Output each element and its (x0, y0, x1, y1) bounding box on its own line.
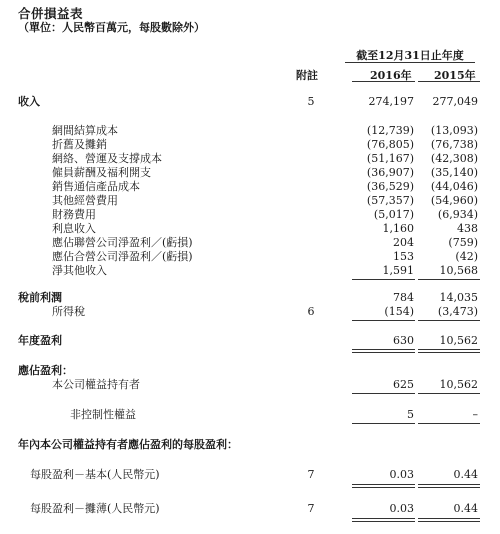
table-row (0, 222, 500, 236)
value-2015: 10,562 (439, 334, 478, 347)
table-row (0, 291, 500, 305)
subtotal-rule (418, 423, 480, 424)
total-double-rule (352, 518, 415, 522)
row-label: 其他經營費用 (52, 194, 118, 207)
table-row (0, 194, 500, 208)
value-2016: (12,739) (366, 124, 414, 137)
row-label: 本公司權益持有者 (52, 378, 140, 391)
table-row (0, 124, 500, 138)
value-2016: 204 (393, 236, 414, 249)
row-label: 利息收入 (52, 222, 96, 235)
table-row (0, 250, 500, 264)
value-2015: 14,035 (439, 291, 478, 304)
value-2015: (76,738) (430, 138, 478, 151)
table-row (0, 236, 500, 250)
value-2016: 1,160 (382, 222, 414, 235)
table-row (0, 138, 500, 152)
period-header: 截至12月31日止年度 (356, 49, 464, 62)
table-row (0, 364, 500, 378)
value-2016: (154) (384, 305, 414, 318)
statement-title: 合併損益表 (18, 6, 84, 21)
value-2015: 0.44 (453, 502, 478, 515)
value-2015: 10,568 (439, 264, 478, 277)
total-double-rule (418, 518, 480, 522)
row-label: 應佔合營公司淨盈利／(虧損) (52, 250, 193, 263)
row-label: 網間結算成本 (52, 124, 118, 137)
value-2016: (36,529) (366, 180, 414, 193)
subtotal-rule (418, 320, 480, 321)
total-double-rule (352, 484, 415, 488)
year-2016-header: 2016年 (370, 69, 412, 82)
value-2015: 438 (457, 222, 478, 235)
value-2016: (51,167) (366, 152, 414, 165)
value-2015: (35,140) (430, 166, 478, 179)
row-label: 銷售通信產品成本 (52, 180, 140, 193)
row-label: 所得稅 (52, 305, 85, 318)
table-row (0, 166, 500, 180)
value-2016: 784 (393, 291, 414, 304)
row-label: 財務費用 (52, 208, 96, 221)
table-row (0, 334, 500, 348)
value-2015: (3,473) (437, 305, 478, 318)
value-2016: 153 (393, 250, 414, 263)
value-2016: (36,907) (366, 166, 414, 179)
table-row (0, 95, 500, 109)
subtotal-rule (418, 279, 480, 280)
row-label: 年內本公司權益持有者應佔盈利的每股盈利： (18, 438, 238, 451)
value-2016: (57,357) (366, 194, 414, 207)
value-2016: 274,197 (368, 95, 414, 108)
row-label: 年度盈利 (18, 334, 62, 347)
subtotal-rule (418, 393, 480, 394)
table-row (0, 208, 500, 222)
table-row (0, 378, 500, 392)
table-row (0, 408, 500, 422)
value-2016: 0.03 (389, 468, 414, 481)
row-label: 稅前利潤 (18, 291, 62, 304)
value-2015: (54,960) (430, 194, 478, 207)
value-2016: (76,805) (366, 138, 414, 151)
subtotal-rule (352, 279, 415, 280)
value-2015: 10,562 (439, 378, 478, 391)
value-2015: (6,934) (437, 208, 478, 221)
row-note: 5 (307, 95, 315, 108)
table-row (0, 152, 500, 166)
value-2016: 5 (407, 408, 414, 421)
value-2015: (42,308) (430, 152, 478, 165)
table-row (0, 264, 500, 278)
value-2015: – (472, 408, 478, 421)
year-2015-header: 2015年 (434, 69, 476, 82)
value-2016: 625 (393, 378, 414, 391)
row-label: 折舊及攤銷 (52, 138, 107, 151)
row-label: 僱員薪酬及福利開支 (52, 166, 151, 179)
row-label: 收入 (18, 95, 40, 108)
value-2016: 630 (393, 334, 414, 347)
value-2015: (44,046) (430, 180, 478, 193)
row-label: 網絡、營運及支撐成本 (52, 152, 162, 165)
table-row (0, 438, 500, 452)
table-row (0, 305, 500, 319)
value-2015: (42) (455, 250, 478, 263)
row-label: 淨其他收入 (52, 264, 107, 277)
year-2015-rule (418, 81, 480, 82)
subtotal-rule (352, 423, 415, 424)
period-rule (345, 62, 475, 63)
value-2015: 277,049 (432, 95, 478, 108)
year-2016-rule (352, 81, 415, 82)
row-label: 非控制性權益 (70, 408, 136, 421)
statement-subtitle: （單位：人民幣百萬元，每股數除外） (18, 21, 205, 34)
value-2015: (759) (448, 236, 478, 249)
row-note: 7 (307, 502, 315, 515)
total-double-rule (418, 484, 480, 488)
row-note: 7 (307, 468, 315, 481)
row-note: 6 (307, 305, 315, 318)
subtotal-rule (352, 320, 415, 321)
subtotal-rule (352, 393, 415, 394)
row-label: 應佔盈利： (18, 364, 73, 377)
value-2016: (5,017) (373, 208, 414, 221)
total-double-rule (418, 349, 480, 353)
table-row (0, 180, 500, 194)
value-2016: 1,591 (382, 264, 414, 277)
value-2015: 0.44 (453, 468, 478, 481)
table-row (0, 468, 500, 482)
value-2015: (13,093) (430, 124, 478, 137)
row-label: 每股盈利－攤薄(人民幣元) (30, 502, 160, 515)
value-2016: 0.03 (389, 502, 414, 515)
row-label: 應佔聯營公司淨盈利／(虧損) (52, 236, 193, 249)
table-row (0, 502, 500, 516)
note-column-header: 附註 (296, 69, 318, 82)
row-label: 每股盈利－基本(人民幣元) (30, 468, 160, 481)
total-double-rule (352, 349, 415, 353)
